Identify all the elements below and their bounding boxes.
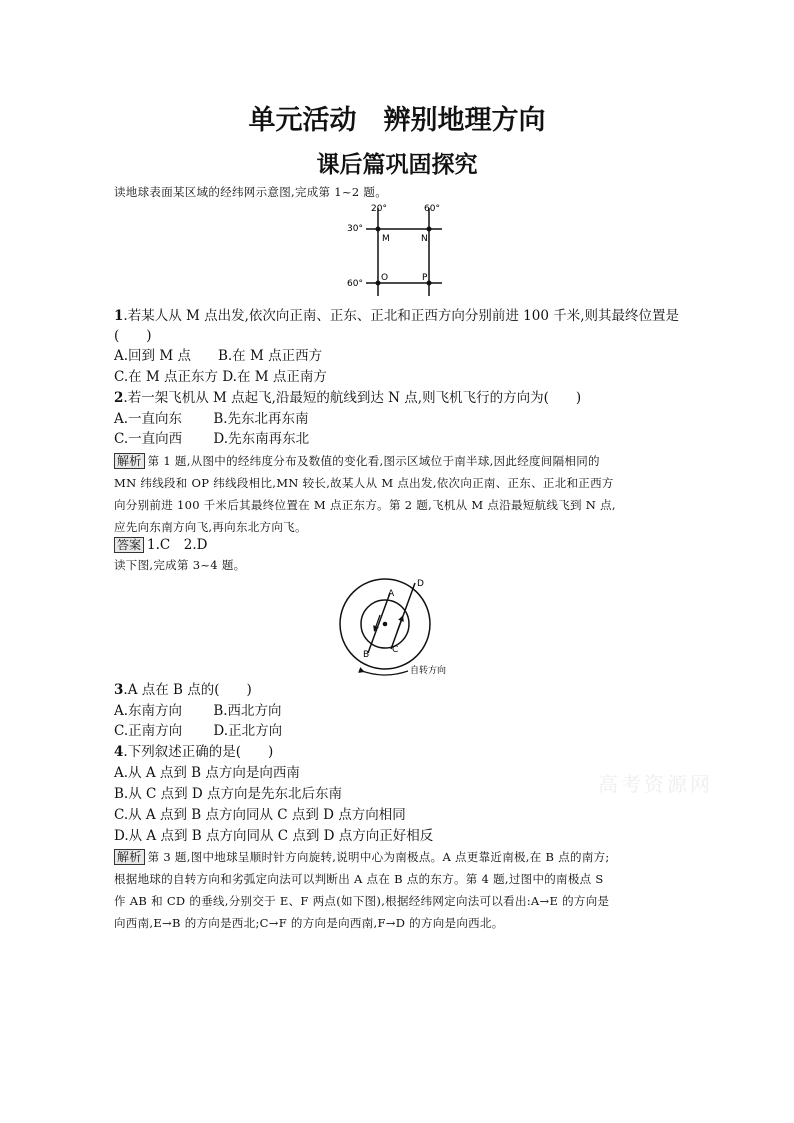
q4-option-a: A.从 A 点到 B 点方向是向西南 [114,765,300,781]
q3-options-cd: C.正南方向 D.正北方向 [114,723,283,739]
analysis-2-line-3: 作 AB 和 CD 的垂线,分别交于 E、F 两点(如下图),根据经纬网定向法可以看出:A→E 的方向是 [114,894,610,908]
q1-stem [114,307,679,325]
q3-stem: 3.A 点在 B 点的( ) [114,682,252,698]
analysis-1-line-2: MN 纬线段和 OP 纬线段相比,MN 较长,故某人从 M 点出发,依次向正南、正东、正北和正西方 [114,476,614,490]
graticule-figure [340,200,460,300]
answer-tag: 答案 [114,537,144,553]
q3-options-ab: A.东南方向 B.西北方向 [114,703,282,719]
analysis-2-line-4: 向西南,E→B 的方向是西北;C→F 的方向是向西南,F→D 的方向是向西北。 [114,916,504,930]
analysis-tag: 解析 [114,453,145,469]
analysis-2-line-1: 解析 第 3 题,图中地球呈顺时针方向旋转,说明中心为南极点。A 点更靠近南极,在 B 点的南方; [114,848,610,866]
q2-options-ab: A.一直向东 B.先东北再东南 [114,411,309,427]
point-a-label: A [388,589,395,599]
q2-stem [114,389,581,407]
analysis-1-line-1: 解析 第 1 题,从图中的经纬度分布及数值的变化看,图示区域位于南半球,因此经度间隔相同的 [114,452,600,470]
point-p-label: P [422,273,428,283]
q2-number: 2 [114,390,124,406]
lat-label-bottom: 60° [347,279,363,289]
lon-label-right: 60° [424,204,440,214]
q1-options-ab: A.回到 M 点 B.在 M 点正西方 [114,348,323,364]
intro-q1-2: 读地球表面某区域的经纬网示意图,完成第 1~2 题。 [114,185,388,199]
q2-stem-text: .若一架飞机从 M 点起飞,沿最短的航线到达 N 点,则飞机飞行的方向为( ) [123,390,582,406]
point-n-label: N [421,234,428,244]
q1-options-cd: C.在 M 点正东方 D.在 M 点正南方 [114,369,327,385]
q1-number: 1 [114,308,124,324]
point-o-label: O [381,273,389,283]
polar-circle-figure [310,572,470,682]
point-c-label: C [392,645,399,655]
point-b-label: B [363,650,370,660]
point-m-label: M [382,234,390,244]
point-d-label: D [417,579,424,589]
analysis-2-line-2: 根据地球的自转方向和劣弧定向法可以判断出 A 点在 B 点的东方。第 4 题,过图中的南极点 S [114,872,604,886]
analysis-1-line-4: 应先向东南方向飞,再向东北方向飞。 [114,520,307,534]
rotation-direction-label: 自转方向 [410,666,447,676]
q4-stem: 4.下列叙述正确的是( ) [114,744,274,760]
lon-label-left: 20° [371,204,387,214]
q4-option-d: D.从 A 点到 B 点方向同从 C 点到 D 点方向正好相反 [114,828,434,844]
analysis-1-line-3: 向分别前进 100 千米后其最终位置在 M 点正东方。第 2 题,飞机从 M 点沿最短航线飞到 N 点, [114,498,616,512]
q3-number: 3 [114,682,124,698]
page-title: 单元活动 辨别地理方向 [248,105,546,136]
answer-1: 答案 1.C 2.D [114,536,207,554]
lat-label-top: 30° [347,224,363,234]
q4-number: 4 [114,744,124,760]
intro-q3-4: 读下图,完成第 3~4 题。 [114,558,246,572]
q1-stem-text: .若某人从 M 点出发,依次向正南、正东、正北和正西方向分别前进 100 千米,则其最终位置是 [123,308,680,324]
page-subtitle: 课后篇巩固探究 [316,152,478,178]
q4-option-c: C.从 A 点到 B 点方向同从 C 点到 D 点方向相同 [114,807,406,823]
watermark: 高考资源网 [598,772,713,796]
q1-stem-bracket: ( ) [114,328,152,344]
q4-option-b: B.从 C 点到 D 点方向是先东北后东南 [114,786,343,802]
analysis-tag-2: 解析 [114,849,145,865]
q2-options-cd: C.一直向西 D.先东南再东北 [114,431,310,447]
